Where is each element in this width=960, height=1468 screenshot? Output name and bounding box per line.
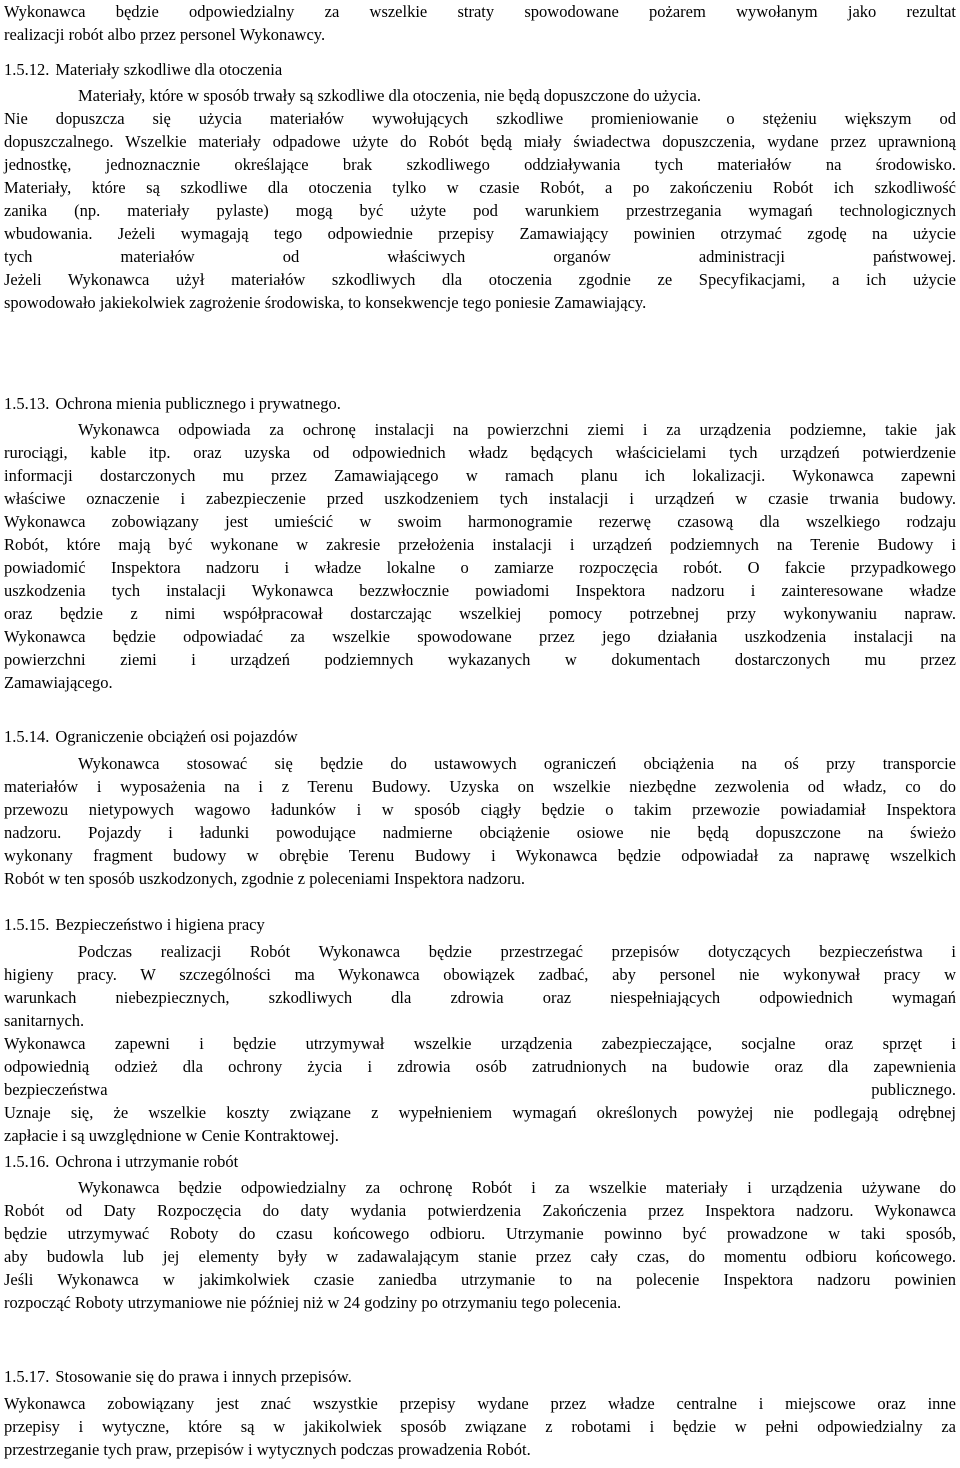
section-heading xyxy=(4,58,956,81)
text-line: nadzoru. Pojazdy i ładunki powodujące nadmierne obciążenie osiowe nie będą dopuszczone na świeżo xyxy=(4,823,956,842)
paragraph xyxy=(4,107,956,314)
text-line: realizacji robót albo przez personel Wykonawcy. xyxy=(4,25,326,44)
text-line: wykonany fragment budowy w obrębie Terenu Budowy i Wykonawca będzie odpowiadał za naprawę wszelkich xyxy=(4,846,956,865)
text-line: informacji dostarczonych mu przez Zamawiającego w ramach planu ich lokalizacji. Wykonawca zapewni xyxy=(4,466,956,485)
text-line: powierzchni ziemi i urządzeń podziemnych wykazanych w dokumentach dostarczonych mu przez xyxy=(4,650,956,669)
paragraph xyxy=(4,1392,956,1461)
paragraph xyxy=(4,940,956,1147)
text-line: materiałów i wyposażenia na i z Terenu Budowy. Uzyska on wszelkie niezbędne zezwolenia od władz, co do xyxy=(4,777,956,796)
text-line: sanitarnych. xyxy=(4,1011,85,1030)
text-line: zanika (np. materiały pylaste) mogą być użyte pod warunkiem przestrzegania wymagań technologicznych xyxy=(4,201,956,220)
section-number: 1.5.17. xyxy=(4,1367,50,1386)
text-line: Robót, które mają być wykonane w zakresie przełożenia instalacji i urządzeń podziemnych na Terenie Budowy i xyxy=(4,535,956,554)
paragraph xyxy=(4,0,956,46)
text-line: Zamawiającego. xyxy=(4,673,113,692)
text-line: aby budowla lub jej elementy były w zadawalającym stanie przez cały czas, do momentu odbioru końcowego. xyxy=(4,1247,956,1266)
text-line: Wykonawca zobowiązany jest znać wszystkie przepisy wydane przez władze centralne i miejscowe oraz inne xyxy=(4,1394,956,1413)
text-line: Wykonawca będzie odpowiedzialny za ochronę Robót i za wszelkie materiały i urządzenia używane do xyxy=(78,1178,956,1197)
text-line: higieny pracy. W szczególności ma Wykonawca obowiązek zadbać, aby personel nie wykonywał pracy w xyxy=(4,965,956,984)
section-title: Ograniczenie obciążeń osi pojazdów xyxy=(55,727,298,746)
text-line: Wykonawca będzie odpowiadać za wszelkie spowodowane przez jego działania uszkodzenia instalacji na xyxy=(4,627,956,646)
section-heading xyxy=(4,392,956,415)
text-line: Wykonawca będzie odpowiedzialny za wszelkie straty spowodowane pożarem wywołanym jako rezultat xyxy=(4,2,956,21)
text-line: przepisy i wytyczne, które są w jakikolwiek sposób związane z robotami i będzie w pełni odpowiedzialny za xyxy=(4,1417,956,1436)
text-line: przestrzeganie tych praw, przepisów i wytycznych podczas prowadzenia Robót. xyxy=(4,1440,531,1459)
paragraph xyxy=(4,1176,956,1314)
text-line: właściwe oznaczenie i zabezpieczenie przed uszkodzeniem tych instalacji i urządzeń w czasie trwania budowy. xyxy=(4,489,956,508)
section-number: 1.5.15. xyxy=(4,915,50,934)
text-line: Materiały, które w sposób trwały są szkodliwe dla otoczenia, nie będą dopuszczone do użycia. xyxy=(78,86,701,105)
text-line: Robót w ten sposób uszkodzonych, zgodnie z poleceniami Inspektora nadzoru. xyxy=(4,869,525,888)
text-line: Robót od Daty Rozpoczęcia do daty wydania potwierdzenia Zakończenia przez Inspektora nadzoru. Wykonawca xyxy=(4,1201,956,1220)
text-line: Podczas realizacji Robót Wykonawca będzie przestrzegać przepisów dotyczących bezpieczeństwa i xyxy=(78,942,956,961)
text-line: Jeżeli Wykonawca użył materiałów szkodliwych dla otoczenia zgodnie ze Specyfikacjami, a ich użycie xyxy=(4,270,956,289)
text-line: Jeśli Wykonawca w jakimkolwiek czasie zaniedba utrzymanie to na polecenie Inspektora nadzoru powinien xyxy=(4,1270,956,1289)
paragraph xyxy=(4,418,956,694)
text-line: tych materiałów od właściwych organów administracji państwowej. xyxy=(4,247,956,266)
text-line: dopuszczalnego. Wszelkie materiały odpadowe użyte do Robót będą miały świadectwa dopuszczenia, wydane przez uprawnioną xyxy=(4,132,956,151)
text-line: wbudowania. Jeżeli wymagają tego odpowiednie przepisy Zamawiający powinien otrzymać zgodę na użycie xyxy=(4,224,956,243)
paragraph xyxy=(4,84,956,107)
text-line: będzie utrzymywać Roboty do czasu końcowego odbioru. Utrzymanie powinno być prowadzone w taki sposób, xyxy=(4,1224,956,1243)
text-line: Wykonawca zapewni i będzie utrzymywał wszelkie urządzenia zabezpieczające, socjalne oraz sprzęt i xyxy=(4,1034,956,1053)
paragraph xyxy=(4,752,956,890)
text-line: rozpocząć Roboty utrzymaniowe nie później niż w 24 godziny po otrzymaniu tego polecenia. xyxy=(4,1293,622,1312)
text-line: Wykonawca zobowiązany jest umieścić w swoim harmonogramie rezerwę czasową dla wszelkiego rodzaju xyxy=(4,512,956,531)
text-line: Nie dopuszcza się użycia materiałów wywołujących szkodliwe promieniowanie o stężeniu większym od xyxy=(4,109,956,128)
section-title: Bezpieczeństwo i higiena pracy xyxy=(55,915,265,934)
text-line: rurociągi, kable itp. oraz uzyska od odpowiednich władz będących właścicielami tych urządzeń potwierdzenie xyxy=(4,443,956,462)
text-line: spowodowało jakiekolwiek zagrożenie środowiska, to konsekwencje tego poniesie Zamawiający. xyxy=(4,293,647,312)
text-line: Uznaje się, że wszelkie koszty związane z wypełnieniem wymagań określonych powyżej nie podlegają odrębnej xyxy=(4,1103,956,1122)
section-number: 1.5.13. xyxy=(4,394,50,413)
text-line: przewozu nietypowych wagowo ładunków i w sposób ciągły będzie o takim przewozie powiadamiał Inspektora xyxy=(4,800,956,819)
section-number: 1.5.12. xyxy=(4,60,50,79)
section-number: 1.5.16. xyxy=(4,1152,50,1171)
text-line: uszkodzenia tych instalacji Wykonawca bezzwłocznie powiadomi Inspektora nadzoru i zainteresowane władze xyxy=(4,581,956,600)
section-title: Materiały szkodliwe dla otoczenia xyxy=(55,60,283,79)
text-line: jednostkę, jednoznacznie określające brak szkodliwego oddziaływania tych materiałów na środowisko. xyxy=(4,155,956,174)
text-line: Wykonawca odpowiada za ochronę instalacji na powierzchni ziemi i za urządzenia podziemne, takie jak xyxy=(78,420,956,439)
text-line: powiadomić Inspektora nadzoru i władze lokalne o zamiarze rozpoczęcia robót. O fakcie przypadkowego xyxy=(4,558,956,577)
section-title: Ochrona mienia publicznego i prywatnego. xyxy=(55,394,341,413)
text-line: Materiały, które są szkodliwe dla otoczenia tylko w czasie Robót, a po zakończeniu Robót ich szkodliwość xyxy=(4,178,956,197)
section-title: Ochrona i utrzymanie robót xyxy=(55,1152,239,1171)
section-heading xyxy=(4,1365,956,1388)
text-line: oraz będzie z nimi współpracował dostarczając wszelkiej pomocy potrzebnej przy wykonywaniu napraw. xyxy=(4,604,956,623)
section-heading xyxy=(4,1150,956,1173)
text-line: zapłacie i są uwzględnione w Cenie Kontraktowej. xyxy=(4,1126,339,1145)
section-number: 1.5.14. xyxy=(4,727,50,746)
text-line: warunkach niebezpiecznych, szkodliwych dla zdrowia oraz niespełniających odpowiednich wymagań xyxy=(4,988,956,1007)
text-line: Wykonawca stosować się będzie do ustawowych ograniczeń obciążenia na oś przy transporcie xyxy=(78,754,956,773)
section-heading xyxy=(4,725,956,748)
section-heading xyxy=(4,913,956,936)
text-line: odpowiednią odzież dla ochrony życia i zdrowia osób zatrudnionych na budowie oraz dla zapewnienia xyxy=(4,1057,956,1076)
text-line: bezpieczeństwa publicznego. xyxy=(4,1080,956,1099)
section-title: Stosowanie się do prawa i innych przepisów. xyxy=(55,1367,352,1386)
